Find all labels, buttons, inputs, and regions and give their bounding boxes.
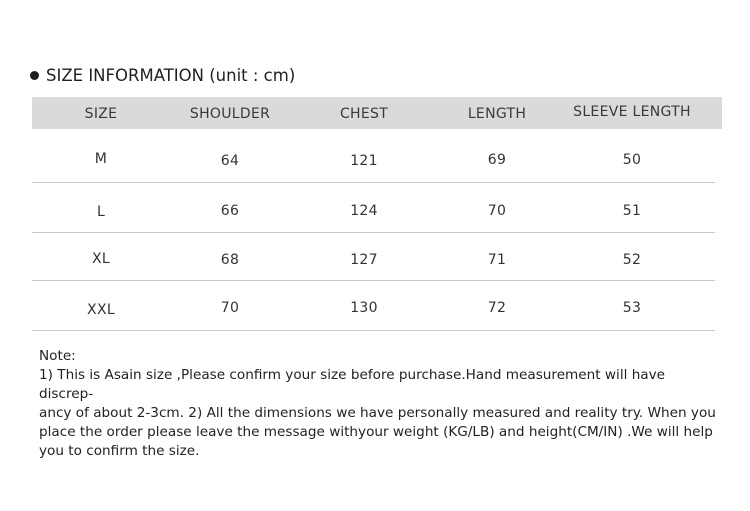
cell-length: 71 [487,252,507,268]
cell-length: 72 [487,300,507,316]
heading-text: SIZE INFORMATION (unit : cm) [46,65,296,85]
note-line: you to confirm the size. [39,443,200,459]
table-row [32,281,715,331]
column-header-length: LENGTH [467,106,527,122]
cell-shoulder: 66 [220,203,240,219]
table-row [32,183,715,233]
cell-chest: 124 [350,203,378,219]
bullet-icon [30,71,39,80]
column-header-chest: CHEST [339,106,389,122]
size-info-heading [30,64,295,86]
note-block [39,347,719,461]
cell-length: 69 [487,152,507,168]
column-header-size: SIZE [84,106,118,122]
size-table [32,97,722,331]
cell-sleeve-length: 50 [622,152,642,168]
cell-shoulder: 68 [220,252,240,268]
note-title: Note: [39,348,76,364]
note-line: place the order please leave the message withyour weight (KG/LB) and height(CM/IN) .We will help [39,424,713,440]
cell-chest: 130 [350,300,378,316]
column-header-sleeve-length: SLEEVE LENGTH [573,104,691,120]
cell-sleeve-length: 52 [622,252,642,268]
table-row [32,233,715,281]
cell-size: XL [92,251,110,267]
cell-size: M [94,151,108,167]
note-line: ancy of about 2-3cm. 2) All the dimensions we have personally measured and reality try. When you [39,405,716,421]
cell-sleeve-length: 53 [622,300,642,316]
cell-chest: 127 [350,252,378,268]
note-line: 1) This is Asain size ,Please confirm your size before purchase.Hand measurement will have discrep- [39,367,666,402]
cell-shoulder: 64 [220,153,240,169]
cell-size: L [96,204,106,220]
column-header-shoulder: SHOULDER [189,106,271,122]
cell-sleeve-length: 51 [622,203,642,219]
table-row [32,129,715,183]
cell-shoulder: 70 [220,300,240,316]
table-header-row [32,97,722,129]
cell-size: XXL [87,302,115,318]
cell-chest: 121 [350,153,378,169]
cell-length: 70 [487,203,507,219]
